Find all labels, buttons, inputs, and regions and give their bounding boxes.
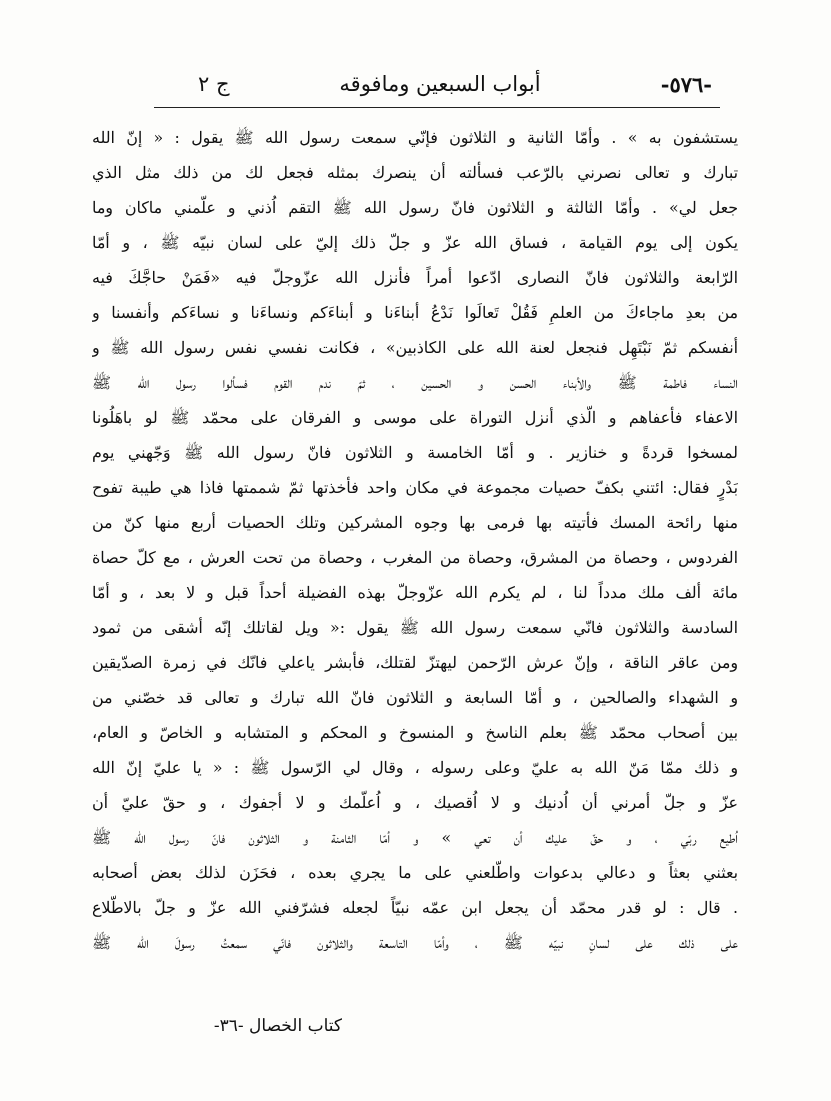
text-line: الرّابعة والثلاثون فانّ النصارى ادّعوا أمراً فأنزل الله عزّوجلّ فيه «فَمَنْ حاجَّكَ فيه bbox=[92, 268, 738, 287]
text-line: الاعفاء فأعفاهم و الّذي أنزل التوراة على موسى و الفرقان على محمّد ﷺ لو باهَلُونا bbox=[92, 408, 738, 427]
text-line: ومن عاقر الناقة ، وإنّ عرش الرّحمن ليهتزّ لقتلك، فأبشر ياعلي فانّك في زمرة الصدّيقين bbox=[92, 653, 738, 672]
text-line: السادسة والثلاثون فانّي سمعت رسول الله ﷺ يقول :« ويل لقاتلك إنّه أشقى من ثمود bbox=[92, 618, 738, 637]
text-line: عزّ و جلّ أمرني أن اُدنيك و لا اُقصيك ، و اُعلّمك و لا أجفوك ، و حقّ عليّ أن bbox=[92, 793, 738, 812]
text-line: النساء فاطمة ﷺ والأبناء الحسن و الحسين ، ثمّ ندم القوم فسألوا رسول الله ﷺ bbox=[92, 373, 738, 392]
text-line: بعثني بعثاً و دعالي بدعوات واطّلعني على ما يجري بعده ، فحَزَن لذلك بعض أصحابه bbox=[92, 863, 738, 882]
body-text bbox=[92, 120, 738, 1000]
page-footer: كتاب الخصال -٣٦- bbox=[213, 1016, 342, 1036]
text-line: اُطيع ربّي ، و حقّ عليك أن تعي » و أمّا الثامنة و الثلاثون فانّ رسول الله ﷺ bbox=[92, 828, 738, 847]
text-line: و الشهداء والصالحين ، و أمّا السابعة و الثلاثون فانّ الله تبارك و تعالى قد خصّني من bbox=[92, 688, 738, 707]
text-line: يستشفون به » . وأمّا الثانية و الثلاثون فإنّي سمعت رسول الله ﷺ يقول : « إنّ الله bbox=[92, 128, 738, 147]
text-line: على ذلك على لسانِ نبيّه ﷺ ، وأمّا التاسعة والثلاثون فانّي سمعتُ رسولَ الله ﷺ bbox=[92, 933, 738, 952]
text-line: بين أصحاب محمّد ﷺ بعلم الناسخ و المنسوخ و المحكم و المتشابه و الخاصّ و العام، bbox=[92, 723, 738, 742]
text-line: لمسخوا قردةً و خنازير . و أمّا الخامسة و الثلاثون فانّ رسول الله ﷺ وَجّهني يوم bbox=[92, 443, 738, 462]
text-line: الفردوس ، وحصاة من المشرق، وحصاة من المغرب ، وحصاة من تحت العرش ، مع كلّ حصاة bbox=[92, 548, 738, 567]
running-title: أبواب السبعين ومافوقه bbox=[339, 72, 541, 96]
text-line: . قال : لو قدر محمّد أن يجعل ابن عمّه نبيّاً لجعله فشرّفني الله عزّ و جلّ بالاطّلاع bbox=[92, 898, 738, 917]
text-line: تبارك و تعالى نصرني بالرّعب فسألته أن ينصرك بمثله فجعل لك من ذلك مثل الذي bbox=[92, 163, 738, 182]
page-number: -٥٧٦- bbox=[660, 72, 712, 97]
text-line: من بعدِ ماجاءكَ من العلمِ فَقُلْ تَعالَوا نَدْعُ أبناءَنا و أبناءَكم ونساءَنا و نساءَكم وأنفسنا و bbox=[92, 303, 738, 322]
text-line: مائة ألف ملك مدداً لنا ، لم يكرم الله عزّوجلّ بهذه الفضيلة أحداً قبل و لا بعد ، و أمّا bbox=[92, 583, 738, 602]
text-line: و ذلك ممّا مَنّ الله به عليّ وعلى رسوله ، وقال لي الرّسول ﷺ : « يا عليّ إنّ الله bbox=[92, 758, 738, 777]
text-line: جعل لي» . وأمّا الثالثة و الثلاثون فانّ رسول الله ﷺ التقم اُذني و علّمني ماكان وما bbox=[92, 198, 738, 217]
text-line: أنفسكم ثمّ نَبْتَهِل فنجعل لعنة الله على الكاذبين» ، فكانت نفسي نفس رسول الله ﷺ و bbox=[92, 338, 738, 357]
page-header bbox=[160, 64, 720, 108]
header-rule bbox=[154, 107, 720, 108]
volume-label: ج ٢ bbox=[198, 72, 230, 96]
text-line: منها رائحة المسك فأتيته بها فرمى بها وجوه المشركين وتلك الحصيات أربع منها كنّ من bbox=[92, 513, 738, 532]
text-line: يكون إلى يوم القيامة ، فساق الله عزّ و جلّ ذلك إليّ على لسان نبيّه ﷺ ، و أمّا bbox=[92, 233, 738, 252]
text-line: بَدْرٍ فقال: ائتني بكفّ حصيات مجموعة في مكان واحد فأخذتها ثمّ شممتها فاذا هي طيبة تفوح bbox=[92, 478, 738, 497]
